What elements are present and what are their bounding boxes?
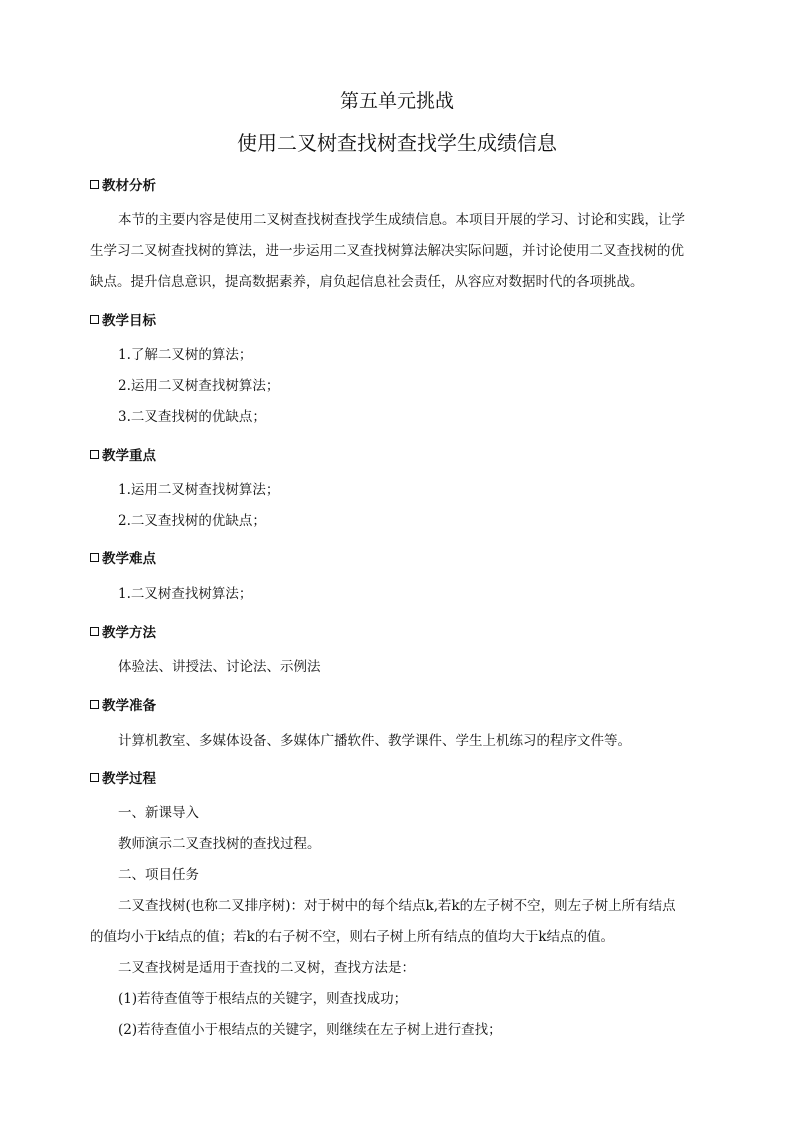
paragraph-line: 教师演示二叉查找树的查找过程。 (118, 836, 321, 852)
checkbox-square-icon (90, 450, 99, 459)
section-heading-text: 教材分析 (102, 178, 156, 194)
section-heading-analysis (90, 174, 156, 194)
section-heading-text: 教学过程 (102, 771, 156, 787)
paragraph-line: 本节的主要内容是使用二叉树查找树查找学生成绩信息。本项目开展的学习、讨论和实践，让学 (118, 212, 685, 228)
list-item: 2.二叉查找树的优缺点； (118, 513, 266, 529)
paragraph-line: 体验法、讲授法、讨论法、示例法 (118, 659, 321, 675)
list-item: 1.了解二叉树的算法； (118, 347, 253, 363)
checkbox-square-icon (90, 553, 99, 562)
paragraph-line: 的值均小于k结点的值；若k的右子树不空，则右子树上所有结点的值均大于k结点的值。 (90, 929, 615, 945)
paragraph-line: 二叉查找树(也称二叉排序树)：对于树中的每个结点k,若k的左子树不空，则左子树上所有结点 (118, 898, 676, 914)
section-heading-text: 教学准备 (102, 698, 156, 714)
section-heading-text: 教学目标 (102, 313, 156, 329)
checkbox-square-icon (90, 773, 99, 782)
page-subtitle: 使用二叉树查找树查找学生成绩信息 (237, 131, 557, 155)
list-item: (1)若待查值等于根结点的关键字，则查找成功； (118, 991, 408, 1007)
section-heading-text: 教学重点 (102, 448, 156, 464)
section-heading-preparation (90, 694, 156, 714)
subheading-task: 二、项目任务 (118, 867, 199, 883)
paragraph-line: 缺点。提升信息意识，提高数据素养，肩负起信息社会责任，从容应对数据时代的各项挑战。 (90, 274, 644, 290)
section-heading-difficulties (90, 547, 156, 567)
page-title: 第五单元挑战 (339, 90, 454, 112)
section-heading-text: 教学难点 (102, 551, 156, 567)
section-heading-process (90, 767, 156, 787)
list-item: 3.二叉查找树的优缺点； (118, 409, 266, 425)
paragraph-line: 二叉查找树是适用于查找的二叉树，查找方法是： (118, 960, 415, 976)
list-item: (2)若待查值小于根结点的关键字，则继续在左子树上进行查找； (118, 1022, 502, 1038)
list-item: 1.二叉树查找树算法； (118, 586, 253, 602)
list-item: 2.运用二叉树查找树算法； (118, 378, 280, 394)
checkbox-square-icon (90, 180, 99, 189)
checkbox-square-icon (90, 315, 99, 324)
subheading-intro: 一、新课导入 (118, 805, 199, 821)
checkbox-square-icon (90, 627, 99, 636)
list-item: 1.运用二叉树查找树算法； (118, 482, 280, 498)
section-heading-key-points (90, 444, 156, 464)
section-heading-methods (90, 621, 156, 641)
paragraph-line: 生学习二叉树查找树的算法，进一步运用二叉查找树算法解决实际问题，并讨论使用二叉查找树的优 (90, 243, 684, 259)
checkbox-square-icon (90, 700, 99, 709)
paragraph-line: 计算机教室、多媒体设备、多媒体广播软件、教学课件、学生上机练习的程序文件等。 (118, 733, 631, 749)
section-heading-goals (90, 309, 156, 329)
section-heading-text: 教学方法 (102, 625, 156, 641)
